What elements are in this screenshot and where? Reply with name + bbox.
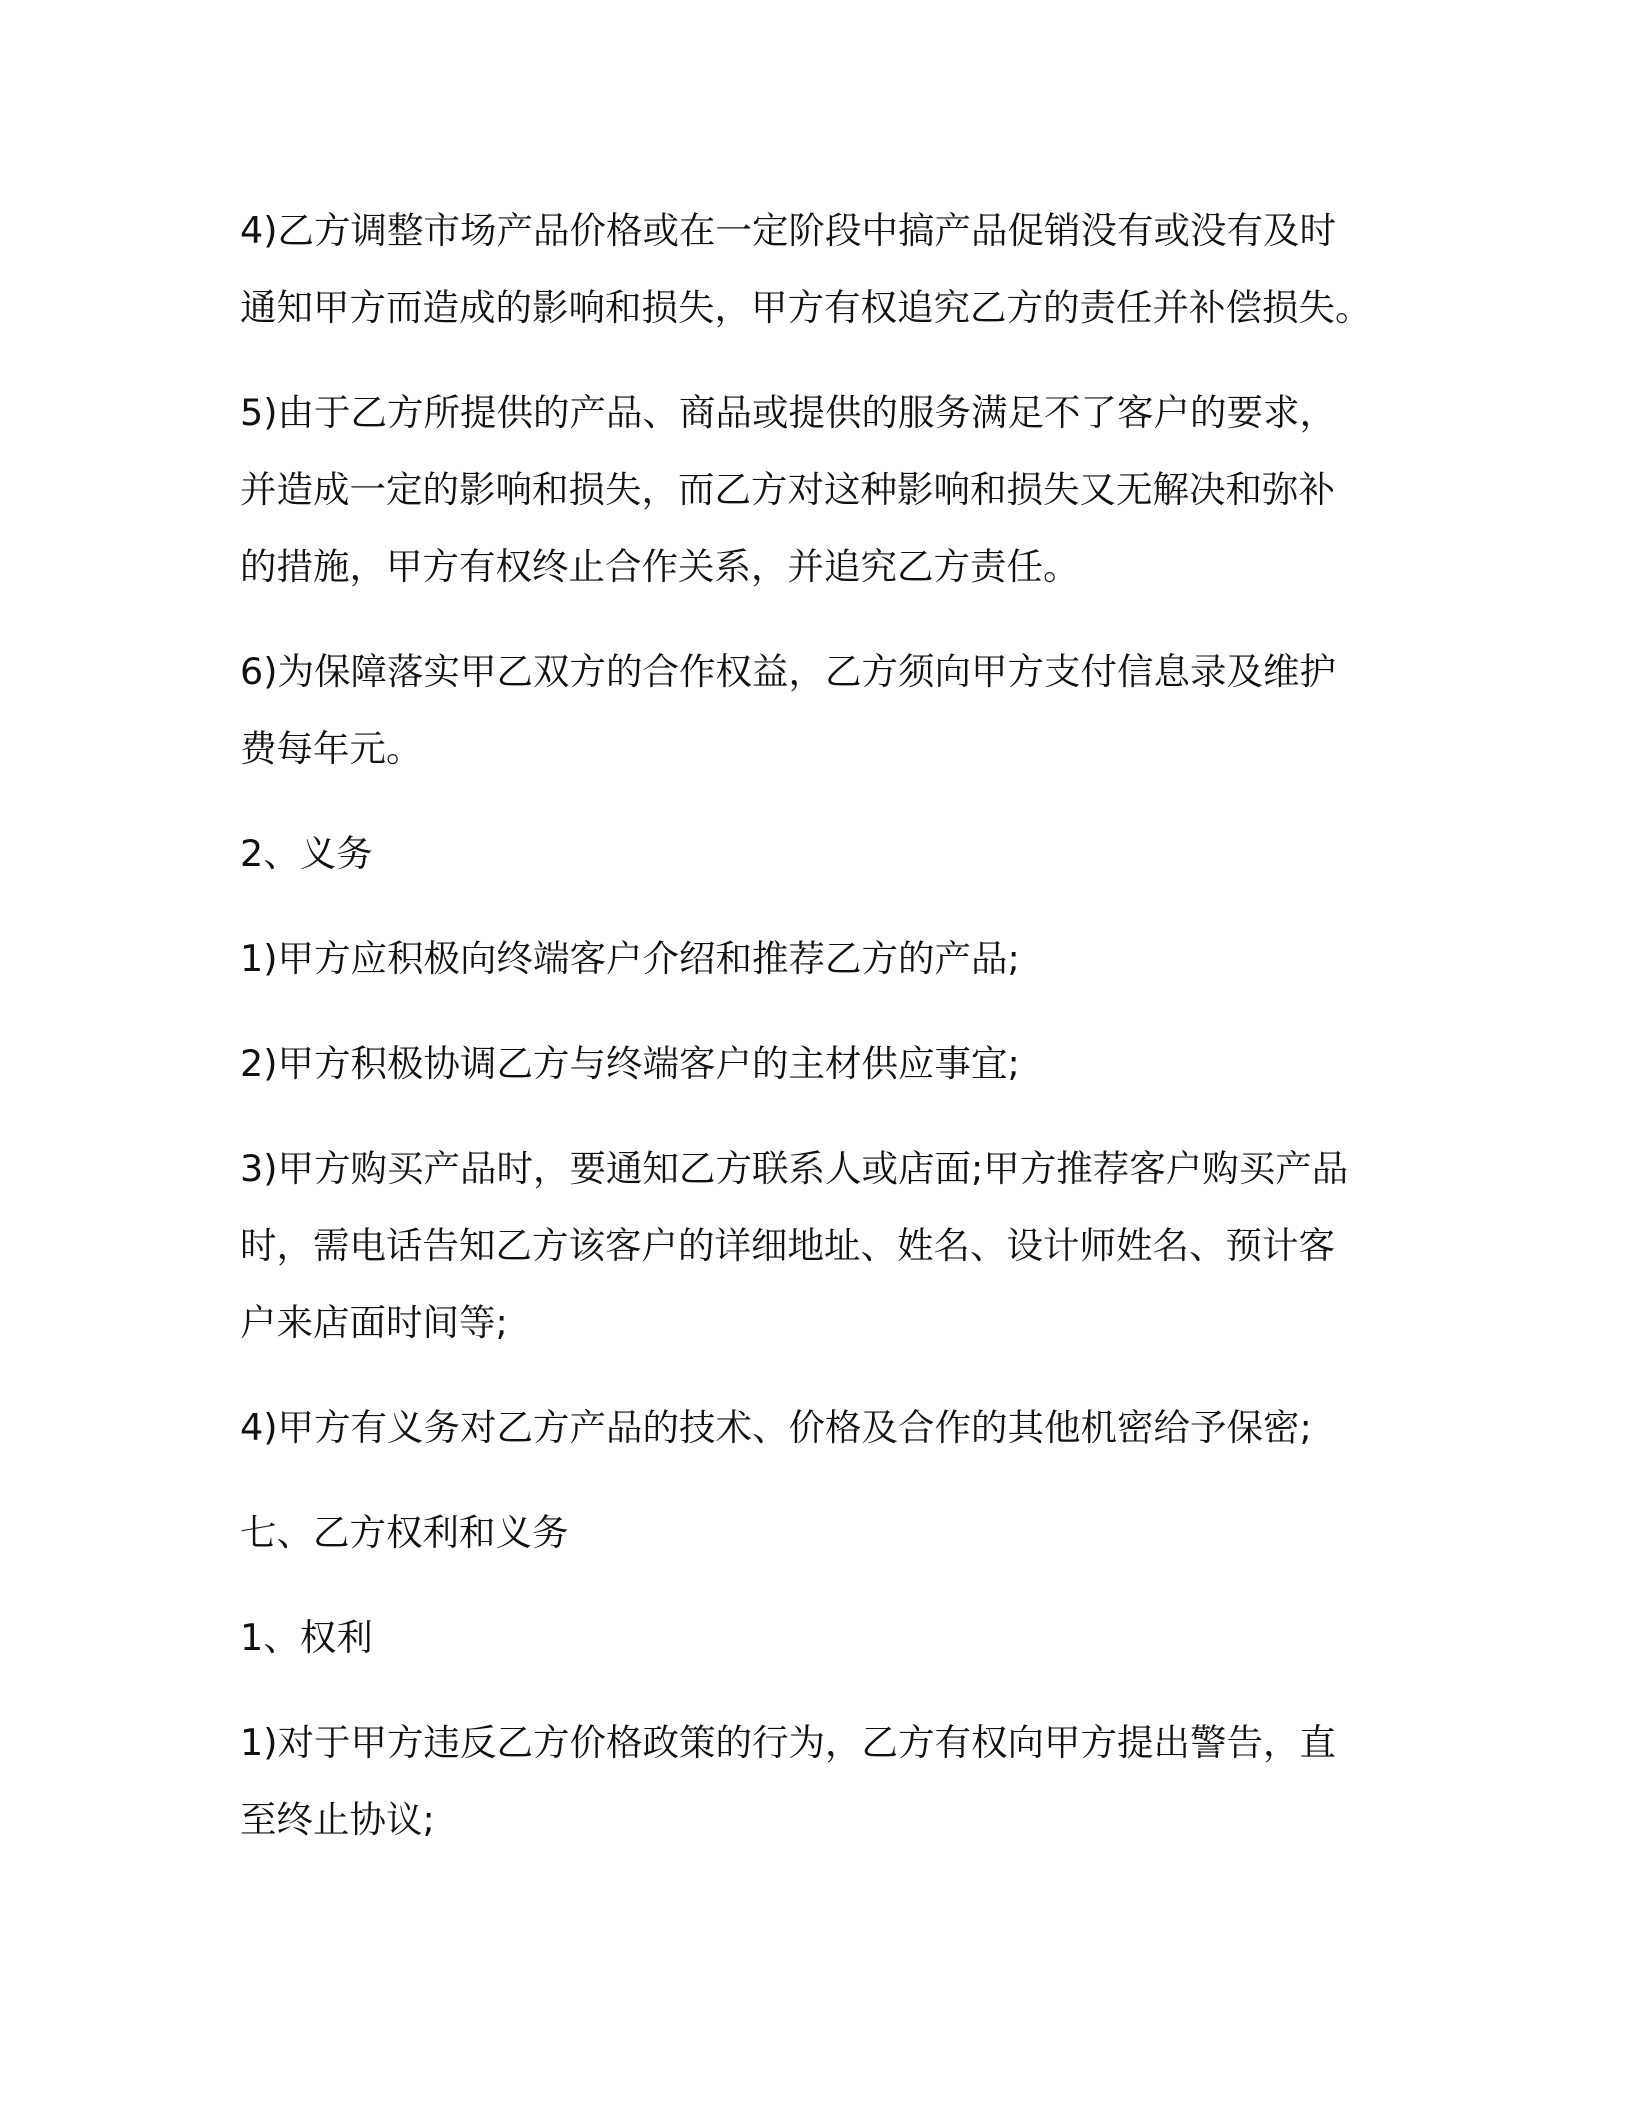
clause-6-maintenance-fee — [240, 633, 1390, 787]
heading-text: 2、义务 — [240, 832, 373, 875]
text-line: 4)甲方有义务对乙方产品的技术、价格及合作的其他机密给予保密; — [240, 1406, 1312, 1449]
text-line: 3)甲方购买产品时，要通知乙方联系人或店面;甲方推荐客户购买产品 — [240, 1147, 1349, 1190]
text-line: 1)甲方应积极向终端客户介绍和推荐乙方的产品; — [240, 937, 1020, 980]
text-line: 4)乙方调整市场产品价格或在一定阶段中搞产品促销没有或没有及时 — [240, 209, 1336, 252]
text-line: 并造成一定的影响和损失，而乙方对这种影响和损失又无解决和弥补 — [240, 468, 1335, 511]
obligation-2 — [240, 1025, 1390, 1102]
obligation-3 — [240, 1130, 1390, 1361]
clause-4-price-adjustment — [240, 192, 1390, 346]
heading-text: 1、权利 — [240, 1616, 373, 1659]
text-line: 5)由于乙方所提供的产品、商品或提供的服务满足不了客户的要求， — [240, 391, 1336, 434]
right-1 — [240, 1704, 1390, 1858]
text-line: 通知甲方而造成的影响和损失，甲方有权追究乙方的责任并补偿损失。 — [240, 286, 1372, 329]
text-line: 户来店面时间等; — [240, 1301, 508, 1344]
section-heading-rights — [240, 1599, 1390, 1676]
text-line: 1)对于甲方违反乙方价格政策的行为，乙方有权向甲方提出警告，直 — [240, 1721, 1336, 1764]
section-heading-party-b — [240, 1494, 1390, 1571]
obligation-1 — [240, 920, 1390, 997]
section-heading-obligations — [240, 815, 1390, 892]
text-line: 2)甲方积极协调乙方与终端客户的主材供应事宜; — [240, 1042, 1020, 1085]
text-line: 至终止协议; — [240, 1798, 435, 1841]
obligation-4 — [240, 1389, 1390, 1466]
text-line: 时，需电话告知乙方该客户的详细地址、姓名、设计师姓名、预计客 — [240, 1224, 1335, 1267]
clause-5-service-failure — [240, 374, 1390, 605]
heading-text: 七、乙方权利和义务 — [240, 1511, 569, 1554]
text-line: 的措施，甲方有权终止合作关系，并追究乙方责任。 — [240, 545, 1080, 588]
text-line: 6)为保障落实甲乙双方的合作权益，乙方须向甲方支付信息录及维护 — [240, 650, 1336, 693]
document-body — [240, 192, 1390, 1886]
text-line: 费每年元。 — [240, 727, 423, 770]
